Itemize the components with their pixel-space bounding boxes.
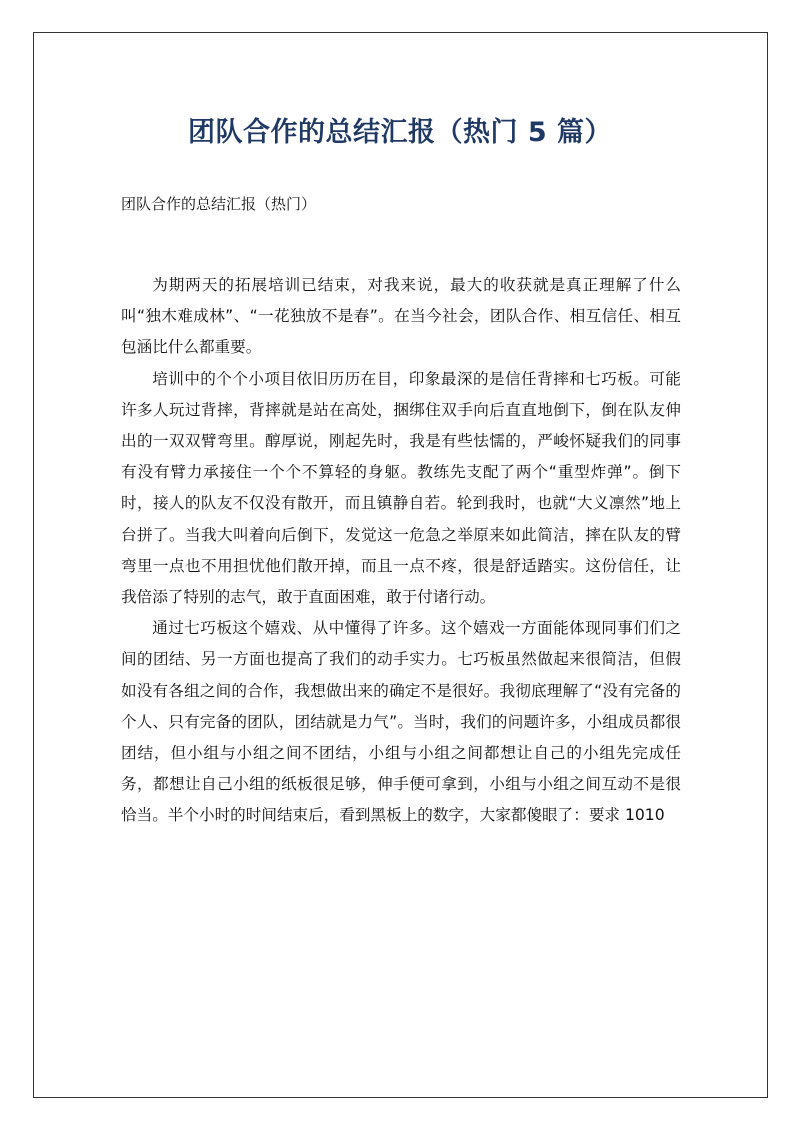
document-body [121,270,681,832]
paragraph: 培训中的个个小项目依旧历历在目，印象最深的是信任背摔和七巧板。可能许多人玩过背摔，背摔就是站在高处，捆绑住双手向后直直地倒下，倒在队友伸出的一双双臂弯里。醇厚说，刚起先时，我是有些怯懦的，严峻怀疑我们的同事有没有臂力承接住一个个不算轻的身躯。教练先支配了两个“重型炸弹”。倒下时，接人的队友不仅没有散开，而且镇静自若。轮到我时，也就“大义凛然”地上台拼了。当我大叫着向后倒下，发觉这一危急之举原来如此简洁，摔在队友的臂弯里一点也不用担忧他们散开掉，而且一点不疼，很是舒适踏实。这份信任，让我倍添了特别的志气，敢于直面困难，敢于付诸行动。 [121,369,681,607]
paragraph: 为期两天的拓展培训已结束，对我来说，最大的收获就是真正理解了什么叫“独木难成林”、“一花独放不是春”。在当今社会，团队合作、相互信任、相互包涵比什么都重要。 [121,276,681,357]
document-subtitle: 团队合作的总结汇报（热门） [121,195,317,213]
document-title: 团队合作的总结汇报（热门 5 篇） [187,117,613,148]
paragraph: 通过七巧板这个嬉戏、从中懂得了许多。这个嬉戏一方面能体现同事们们之间的团结、另一方面也提高了我们的动手实力。七巧板虽然做起来很简洁，但假如没有各组之间的合作，我想做出来的确定不是很好。我彻底理解了“没有完备的个人、只有完备的团队，团结就是力气”。当时，我们的问题许多，小组成员都很团结，但小组与小组之间不团结，小组与小组之间都想让自己的小组先完成任务，都想让自己小组的纸板很足够，伸手便可拿到，小组与小组之间互动不是很恰当。半个小时的时间结束后，看到黑板上的数字，大家都傻眼了：要求 1010 [121,619,681,825]
